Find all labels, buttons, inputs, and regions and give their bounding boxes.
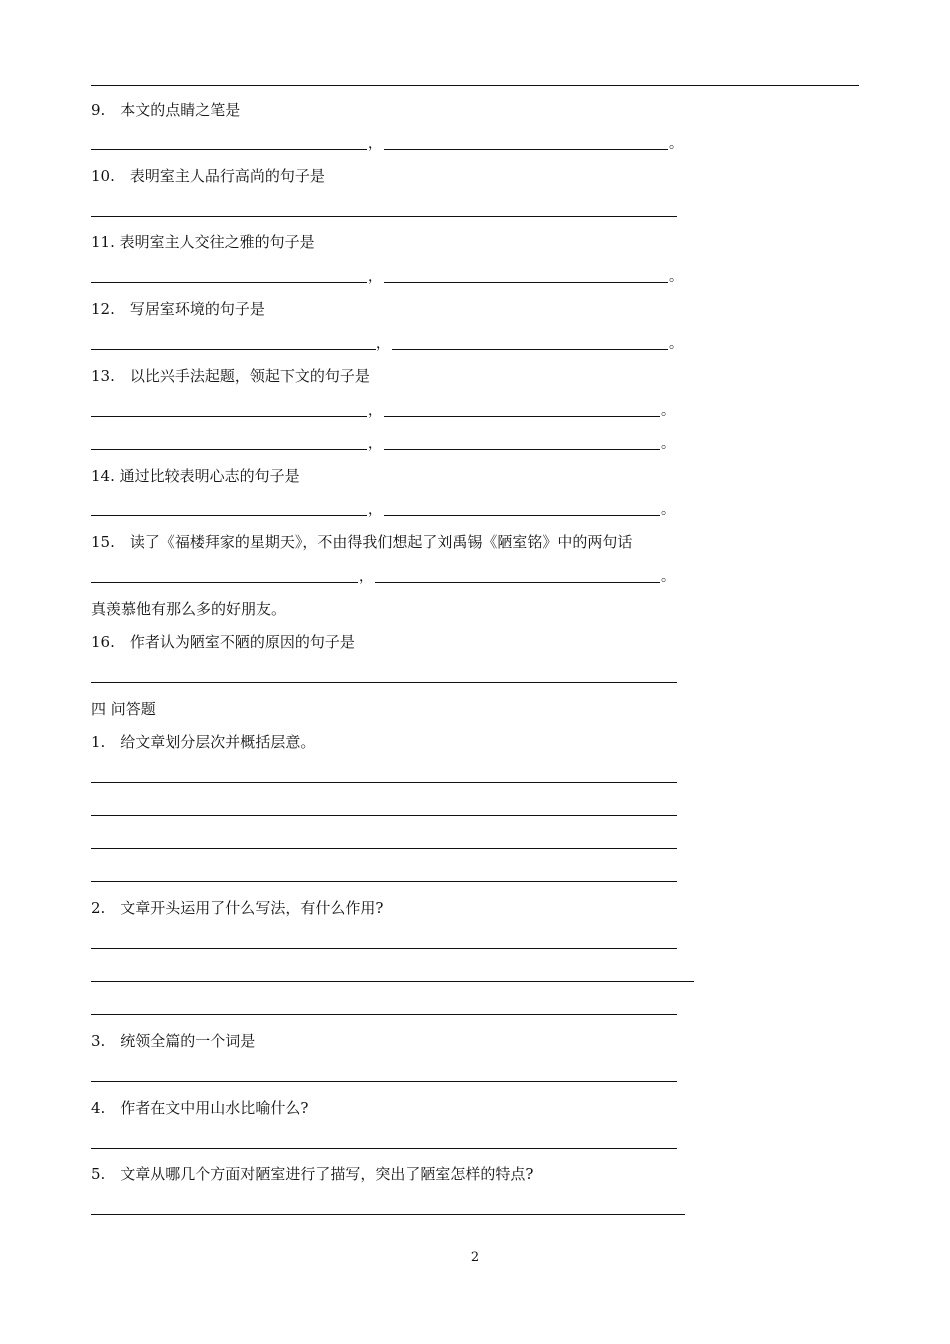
comma: ， bbox=[359, 569, 373, 585]
period: 。 bbox=[669, 269, 683, 285]
answer-blank[interactable] bbox=[91, 515, 367, 516]
answer-line[interactable] bbox=[91, 848, 677, 849]
answer-blank[interactable] bbox=[91, 449, 367, 450]
answer-blank[interactable] bbox=[91, 416, 367, 417]
answer-blank[interactable] bbox=[91, 349, 376, 350]
period: 。 bbox=[669, 336, 683, 352]
qa-question-1: 1. 给文章划分层次并概括层意。 bbox=[91, 733, 316, 751]
answer-blank[interactable] bbox=[91, 216, 677, 217]
answer-blank[interactable] bbox=[384, 282, 668, 283]
answer-blank[interactable] bbox=[384, 515, 660, 516]
comma: ， bbox=[368, 436, 382, 452]
question-13: 13. 以比兴手法起题，领起下文的句子是 bbox=[91, 367, 370, 385]
comma: ， bbox=[376, 336, 390, 352]
period: 。 bbox=[661, 436, 675, 452]
qa-question-3: 3. 统领全篇的一个词是 bbox=[91, 1032, 256, 1050]
period: 。 bbox=[661, 403, 675, 419]
section-heading: 四 问答题 bbox=[91, 700, 156, 718]
comma: ， bbox=[368, 403, 382, 419]
period: 。 bbox=[669, 136, 683, 152]
question-9: 9. 本文的点睛之笔是 bbox=[91, 101, 241, 119]
answer-blank[interactable] bbox=[91, 282, 367, 283]
answer-line[interactable] bbox=[91, 948, 677, 949]
answer-blank[interactable] bbox=[91, 149, 367, 150]
period: 。 bbox=[661, 569, 675, 585]
qa-question-5: 5. 文章从哪几个方面对陋室进行了描写，突出了陋室怎样的特点? bbox=[91, 1165, 534, 1183]
answer-line[interactable] bbox=[91, 815, 677, 816]
answer-line[interactable] bbox=[91, 1081, 677, 1082]
period: 。 bbox=[661, 502, 675, 518]
question-16: 16. 作者认为陋室不陋的原因的句子是 bbox=[91, 633, 355, 651]
comma: ， bbox=[368, 502, 382, 518]
top-rule bbox=[91, 85, 859, 86]
answer-blank[interactable] bbox=[384, 416, 660, 417]
qa-question-2: 2. 文章开头运用了什么写法，有什么作用? bbox=[91, 899, 384, 917]
answer-line[interactable] bbox=[91, 1014, 677, 1015]
answer-blank[interactable] bbox=[375, 582, 660, 583]
question-11: 11. 表明室主人交往之雅的句子是 bbox=[91, 233, 315, 251]
qa-question-4: 4. 作者在文中用山水比喻什么? bbox=[91, 1099, 309, 1117]
question-10: 10. 表明室主人品行高尚的句子是 bbox=[91, 167, 325, 185]
answer-line[interactable] bbox=[91, 782, 677, 783]
answer-line[interactable] bbox=[91, 1148, 677, 1149]
answer-blank[interactable] bbox=[91, 682, 677, 683]
answer-line[interactable] bbox=[91, 981, 694, 982]
page-number: 2 bbox=[470, 1250, 480, 1265]
question-15: 15. 读了《福楼拜家的星期天》，不由得我们想起了刘禹锡《陋室铭》中的两句话 bbox=[91, 533, 633, 551]
answer-line[interactable] bbox=[91, 881, 677, 882]
comma: ， bbox=[368, 136, 382, 152]
comma: ， bbox=[368, 269, 382, 285]
answer-blank[interactable] bbox=[384, 449, 660, 450]
question-14: 14. 通过比较表明心志的句子是 bbox=[91, 467, 300, 485]
question-12: 12. 写居室环境的句子是 bbox=[91, 300, 265, 318]
answer-blank[interactable] bbox=[392, 349, 668, 350]
answer-blank[interactable] bbox=[91, 582, 358, 583]
answer-blank[interactable] bbox=[384, 149, 668, 150]
answer-line[interactable] bbox=[91, 1214, 685, 1215]
question-15-continuation: 真羡慕他有那么多的好朋友。 bbox=[91, 600, 287, 618]
